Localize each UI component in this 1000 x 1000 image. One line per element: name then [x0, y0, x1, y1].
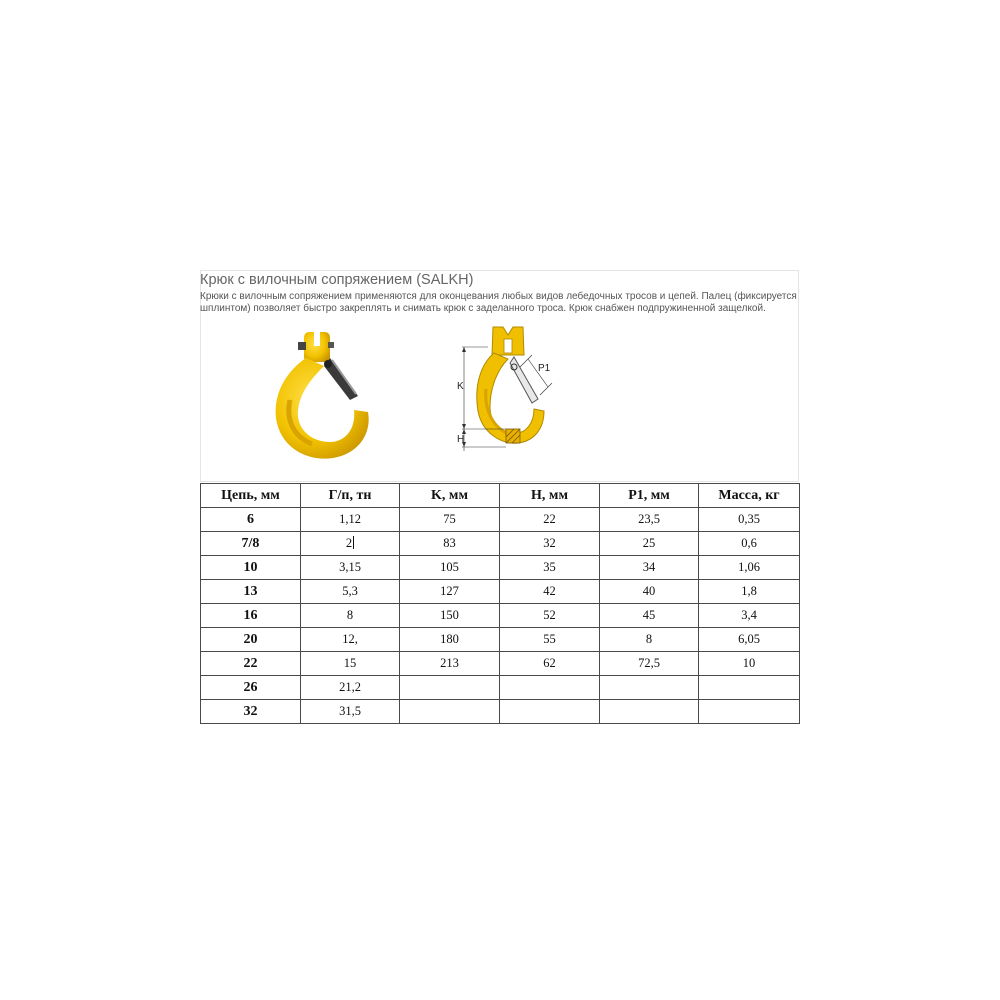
cell: 23,5 [600, 508, 699, 532]
cell [400, 700, 500, 724]
cell: 5,3 [301, 580, 400, 604]
cell [600, 700, 699, 724]
cell [699, 700, 800, 724]
table-header-row [201, 484, 800, 508]
text-cursor [353, 536, 354, 549]
cell: 83 [400, 532, 500, 556]
header-k: K, мм [400, 484, 500, 508]
cell: 150 [400, 604, 500, 628]
cell: 6,05 [699, 628, 800, 652]
table-row [201, 508, 800, 532]
cell: 127 [400, 580, 500, 604]
label-h: H [457, 434, 465, 445]
cell: 1,12 [301, 508, 400, 532]
cell: 10 [201, 556, 301, 580]
cell: 40 [600, 580, 699, 604]
hook-dimension-drawing [448, 325, 568, 455]
page-title: Крюк с вилочным сопряжением (SALKH) [200, 272, 474, 288]
cell: 1,8 [699, 580, 800, 604]
cell: 21,2 [301, 676, 400, 700]
table-row [201, 700, 800, 724]
table-row [201, 604, 800, 628]
hook-photo [268, 330, 378, 465]
cell: 105 [400, 556, 500, 580]
cell: 7/8 [201, 532, 301, 556]
cell: 45 [600, 604, 699, 628]
cell: 10 [699, 652, 800, 676]
table-row [201, 676, 800, 700]
cell: 20 [201, 628, 301, 652]
cell: 15 [301, 652, 400, 676]
cell: 213 [400, 652, 500, 676]
cell: 26 [201, 676, 301, 700]
cell: 52 [500, 604, 600, 628]
cell: 22 [201, 652, 301, 676]
cell: 62 [500, 652, 600, 676]
cell: 22 [500, 508, 600, 532]
cell [500, 676, 600, 700]
header-load: Г/п, тн [301, 484, 400, 508]
cell [600, 676, 699, 700]
cell: 0,6 [699, 532, 800, 556]
cell [699, 676, 800, 700]
cell: 3,15 [301, 556, 400, 580]
table-row [201, 628, 800, 652]
table-row [201, 556, 800, 580]
header-h: H, мм [500, 484, 600, 508]
cell: 0,35 [699, 508, 800, 532]
cell: 25 [600, 532, 699, 556]
product-description: Крюки с вилочным сопряжением применяются для оконцевания любых видов лебедочных тросов и цепей. Палец (фиксируется шплинтом) позволяет быстро закреплять и снимать крюк с заделанного троса. Крюк снабжен подпружиненной защелкой. [200, 291, 797, 314]
cell: 8 [301, 604, 400, 628]
cell: 35 [500, 556, 600, 580]
cell: 180 [400, 628, 500, 652]
cell [400, 676, 500, 700]
cell [500, 700, 600, 724]
cell: 6 [201, 508, 301, 532]
table-row [201, 580, 800, 604]
label-k: K [457, 381, 464, 392]
cell: 55 [500, 628, 600, 652]
cell: 16 [201, 604, 301, 628]
cell-text: 2 [345, 536, 353, 550]
header-p1: P1, мм [600, 484, 699, 508]
cell: 75 [400, 508, 500, 532]
spec-table [200, 483, 800, 724]
cell: 42 [500, 580, 600, 604]
table-row [201, 652, 800, 676]
header-chain: Цепь, мм [201, 484, 301, 508]
cell-editing[interactable] [301, 532, 400, 556]
cell: 8 [600, 628, 699, 652]
cell: 12, [301, 628, 400, 652]
cell: 72,5 [600, 652, 699, 676]
header-mass: Масса, кг [699, 484, 800, 508]
cell: 34 [600, 556, 699, 580]
cell: 1,06 [699, 556, 800, 580]
table-row [201, 532, 800, 556]
cell: 32 [201, 700, 301, 724]
cell: 31,5 [301, 700, 400, 724]
cell: 3,4 [699, 604, 800, 628]
cell: 13 [201, 580, 301, 604]
label-p1: P1 [538, 363, 551, 374]
cell: 32 [500, 532, 600, 556]
